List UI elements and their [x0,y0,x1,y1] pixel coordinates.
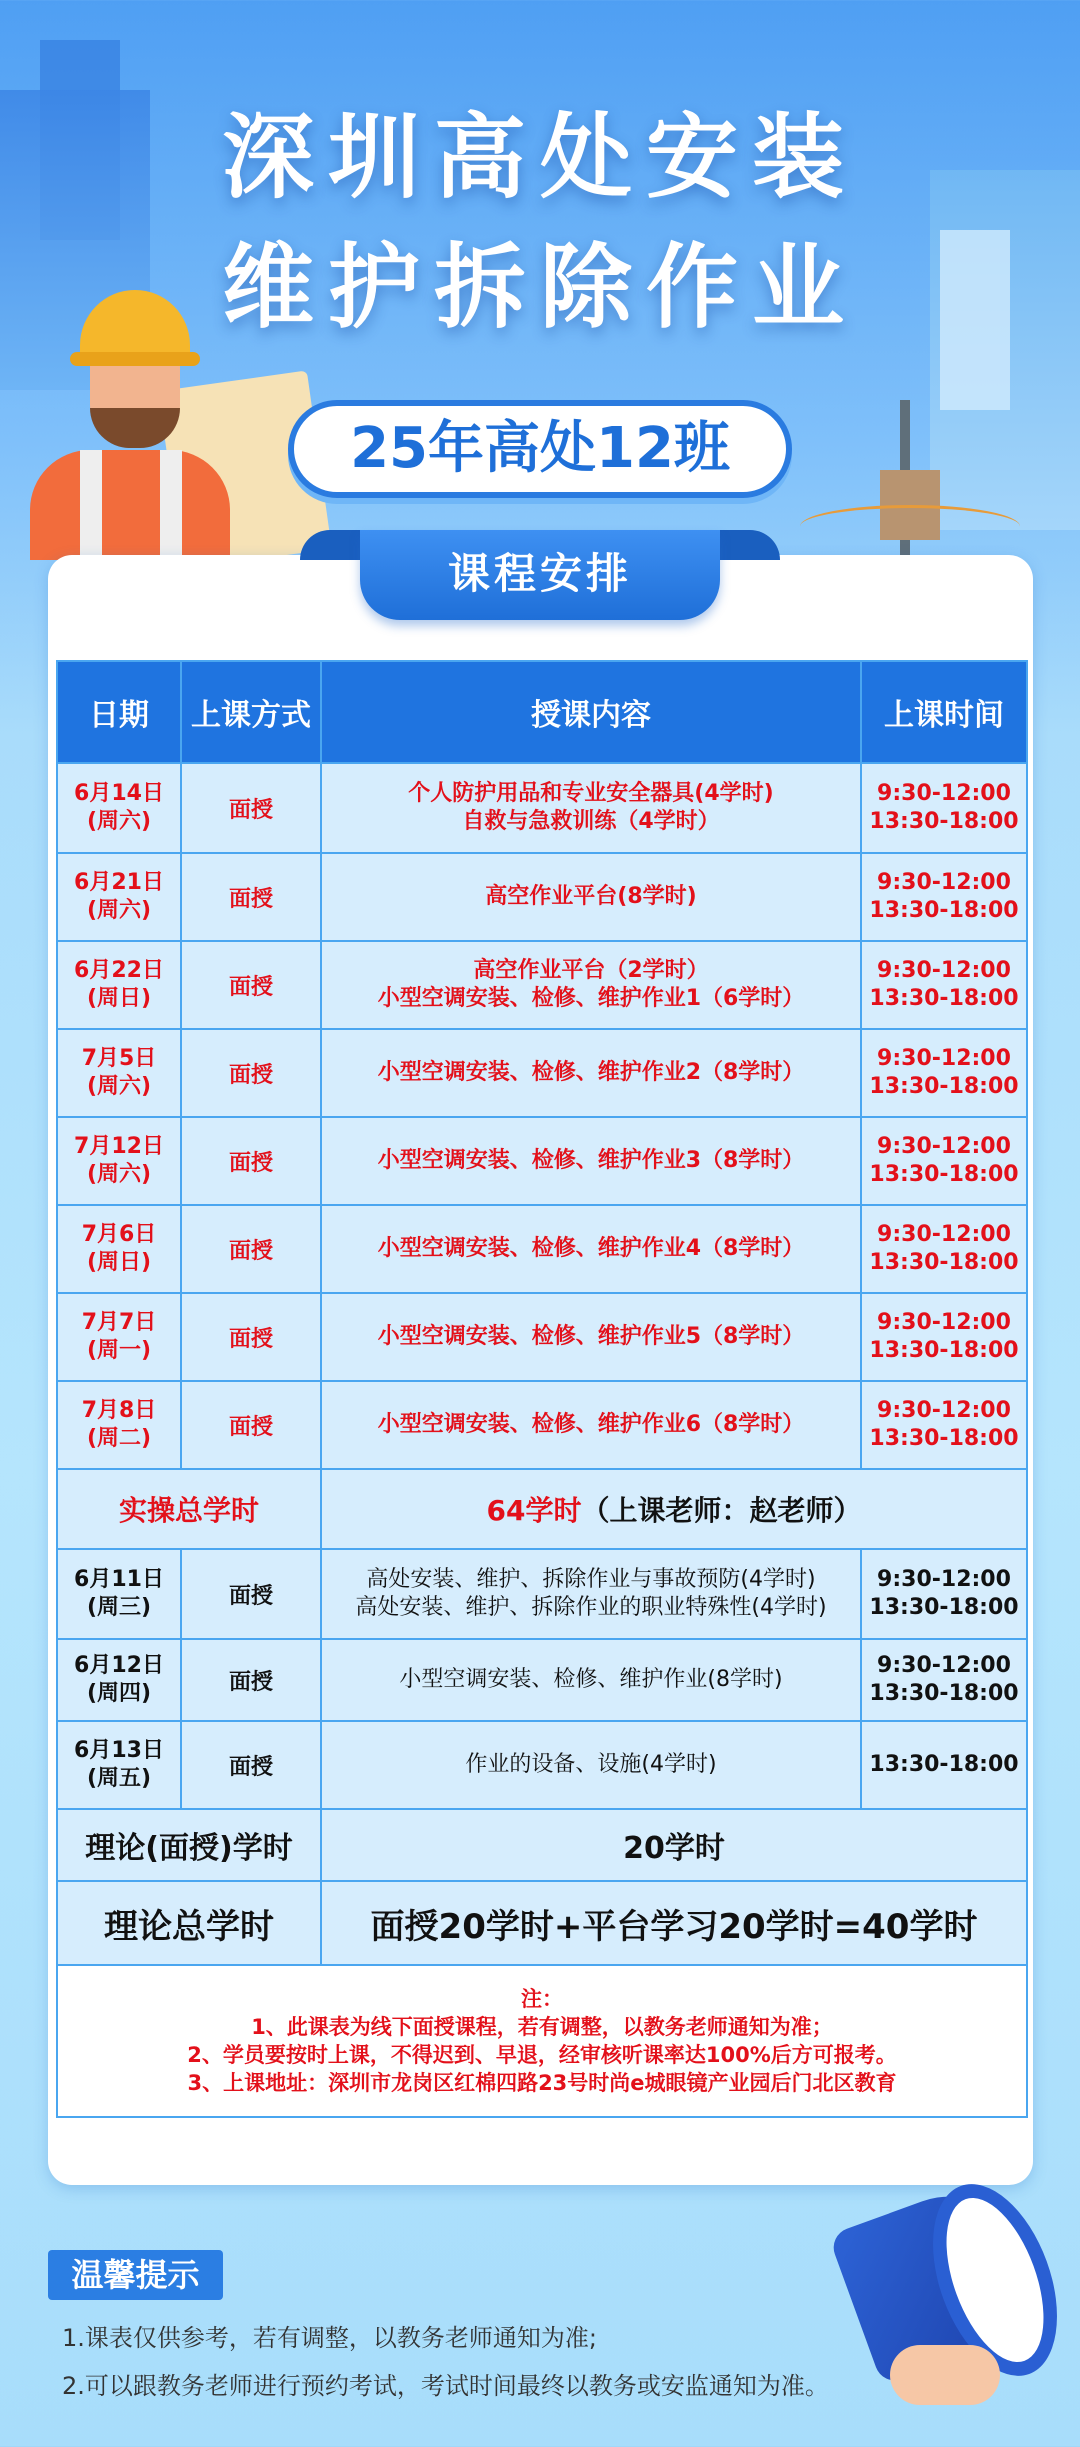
section-tab: 课程安排 [360,530,720,620]
notes-line: 3、上课地址：深圳市龙岗区红棉四路23号时尚e城眼镜产业园后门北区教育 [187,2071,897,2095]
time-cell [861,1721,1027,1809]
class-name-badge: 25年高处12班 [288,400,792,498]
megaphone-icon [830,2160,1060,2410]
time-cell [861,1381,1027,1469]
content-cell [321,1721,861,1809]
date-text: 6月13日 [74,1738,164,1763]
time-text: 13:30-18:00 [869,1595,1019,1620]
table-row [57,1381,1027,1469]
time-text: 9:30-12:00 [877,1567,1011,1592]
content-text: 小型空调安装、检修、维护作业(8学时) [399,1667,783,1692]
content-cell [321,763,861,853]
weekday-text: (周五) [86,1766,152,1791]
table-row [57,1117,1027,1205]
time-text: 13:30-18:00 [869,809,1019,834]
date-text: 6月12日 [74,1653,164,1678]
mode-cell: 面授 [181,1117,321,1205]
weekday-text: (周三) [86,1595,152,1620]
content-cell [321,853,861,941]
page-title-line2: 维护拆除作业 [221,234,858,341]
theory-face-row [57,1809,1027,1881]
notes-row [57,1965,1027,2117]
content-cell [321,1549,861,1639]
weekday-text: (周一) [86,1338,152,1363]
time-text: 13:30-18:00 [869,1681,1019,1706]
date-cell [57,941,181,1029]
date-cell [57,1639,181,1721]
hint-line: 1.课表仅供参考，若有调整，以教务老师通知为准; [62,2324,597,2352]
time-text: 9:30-12:00 [877,1398,1011,1423]
content-cell [321,1029,861,1117]
time-text: 9:30-12:00 [877,1222,1011,1247]
practical-total-value [321,1469,1027,1549]
practical-total-label: 实操总学时 [57,1469,321,1549]
weekday-text: (周日) [86,986,152,1011]
date-text: 7月5日 [81,1046,157,1071]
theory-total-row [57,1881,1027,1965]
time-text: 13:30-18:00 [869,1162,1019,1187]
mode-cell: 面授 [181,1205,321,1293]
schedule-table [56,660,1028,2118]
time-cell [861,1293,1027,1381]
table-row [57,1639,1027,1721]
mode-cell: 面授 [181,1721,321,1809]
content-text: 作业的设备、设施(4学时) [465,1752,717,1777]
time-cell [861,763,1027,853]
time-cell [861,1549,1027,1639]
content-cell [321,1381,861,1469]
content-text: 小型空调安装、检修、维护作业5（8学时） [377,1324,805,1349]
date-cell [57,1205,181,1293]
date-cell [57,1721,181,1809]
date-text: 6月22日 [74,958,164,983]
date-cell [57,1029,181,1117]
vest-stripe [80,450,102,560]
notes-cell [57,1965,1027,2117]
weekday-text: (周二) [86,1426,152,1451]
notes-title: 注： [521,1987,563,2011]
date-text: 7月12日 [74,1134,164,1159]
practical-total-row [57,1469,1027,1549]
time-cell [861,1639,1027,1721]
content-text: 小型空调安装、检修、维护作业4（8学时） [377,1236,805,1261]
content-cell [321,1639,861,1721]
content-text: 高处安装、维护、拆除作业与事故预防(4学时) [366,1567,816,1592]
date-cell [57,1549,181,1639]
date-cell [57,763,181,853]
weekday-text: (周六) [86,1074,152,1099]
content-text: 高空作业平台（2学时） [473,958,709,983]
page-title-line1: 深圳高处安装 [221,104,858,211]
content-text: 个人防护用品和专业安全器具(4学时) [408,781,774,806]
table-row [57,941,1027,1029]
date-cell [57,1381,181,1469]
mode-cell: 面授 [181,1639,321,1721]
mode-cell: 面授 [181,763,321,853]
content-cell [321,941,861,1029]
date-text: 6月11日 [74,1567,164,1592]
time-text: 9:30-12:00 [877,1310,1011,1335]
practical-total-teacher: （上课老师：赵老师） [581,1494,862,1527]
column-header-mode: 上课方式 [181,661,321,763]
time-text: 9:30-12:00 [877,1653,1011,1678]
table-row [57,1549,1027,1639]
time-text: 9:30-12:00 [877,958,1011,983]
table-row [57,853,1027,941]
time-text: 13:30-18:00 [869,1752,1019,1777]
theory-face-label: 理论(面授)学时 [57,1809,321,1881]
time-text: 9:30-12:00 [877,1046,1011,1071]
time-cell [861,853,1027,941]
mode-cell: 面授 [181,1293,321,1381]
time-text: 13:30-18:00 [869,1250,1019,1275]
column-header-date: 日期 [57,661,181,763]
content-cell [321,1205,861,1293]
content-cell [321,1117,861,1205]
time-cell [861,1205,1027,1293]
content-text: 小型空调安装、检修、维护作业3（8学时） [377,1148,805,1173]
weekday-text: (周六) [86,809,152,834]
time-text: 9:30-12:00 [877,870,1011,895]
content-text: 高处安装、维护、拆除作业的职业特殊性(4学时) [355,1595,827,1620]
hand-illustration [890,2345,1000,2405]
theory-face-value: 20学时 [321,1809,1027,1881]
mode-cell: 面授 [181,941,321,1029]
practical-total-hours: 64学时 [486,1494,582,1527]
content-text: 小型空调安装、检修、维护作业2（8学时） [377,1060,805,1085]
column-header-time: 上课时间 [861,661,1027,763]
time-text: 9:30-12:00 [877,1134,1011,1159]
time-text: 13:30-18:00 [869,1426,1019,1451]
content-text: 小型空调安装、检修、维护作业6（8学时） [377,1412,805,1437]
content-text: 高空作业平台(8学时) [485,884,697,909]
theory-total-label: 理论总学时 [57,1881,321,1965]
table-header-row [57,661,1027,763]
mode-cell: 面授 [181,853,321,941]
helmet-brim [70,352,200,366]
date-cell [57,1117,181,1205]
hint-label: 温馨提示 [48,2250,223,2300]
weekday-text: (周日) [86,1250,152,1275]
date-text: 7月6日 [81,1222,157,1247]
time-text: 13:30-18:00 [869,1338,1019,1363]
time-cell [861,1029,1027,1117]
table-row [57,1721,1027,1809]
table-row [57,1029,1027,1117]
notes-line: 2、学员要按时上课，不得迟到、早退，经审核听课率达100%后方可报考。 [187,2043,897,2067]
time-cell [861,1117,1027,1205]
weekday-text: (周六) [86,898,152,923]
theory-total-value: 面授20学时+平台学习20学时=40学时 [321,1881,1027,1965]
date-cell [57,853,181,941]
worker-vest [30,450,230,560]
table-row [57,1293,1027,1381]
time-text: 9:30-12:00 [877,781,1011,806]
mode-cell: 面授 [181,1029,321,1117]
wire-illustration [800,505,1020,548]
time-text: 13:30-18:00 [869,898,1019,923]
time-cell [861,941,1027,1029]
date-text: 6月21日 [74,870,164,895]
content-cell [321,1293,861,1381]
notes-line: 1、此课表为线下面授课程，若有调整，以教务老师通知为准； [251,2015,833,2039]
mode-cell: 面授 [181,1381,321,1469]
date-cell [57,1293,181,1381]
hint-line: 2.可以跟教务老师进行预约考试，考试时间最终以教务或安监通知为准。 [62,2372,829,2400]
vest-stripe [160,450,182,560]
table-row [57,1205,1027,1293]
date-text: 6月14日 [74,781,164,806]
mode-cell: 面授 [181,1549,321,1639]
weekday-text: (周四) [86,1681,152,1706]
column-header-content: 授课内容 [321,661,861,763]
time-text: 13:30-18:00 [869,1074,1019,1099]
time-text: 13:30-18:00 [869,986,1019,1011]
date-text: 7月7日 [81,1310,157,1335]
weekday-text: (周六) [86,1162,152,1187]
table-row [57,763,1027,853]
date-text: 7月8日 [81,1398,157,1423]
content-text: 自救与急救训练（4学时） [462,809,720,834]
content-text: 小型空调安装、检修、维护作业1（6学时） [377,986,805,1011]
